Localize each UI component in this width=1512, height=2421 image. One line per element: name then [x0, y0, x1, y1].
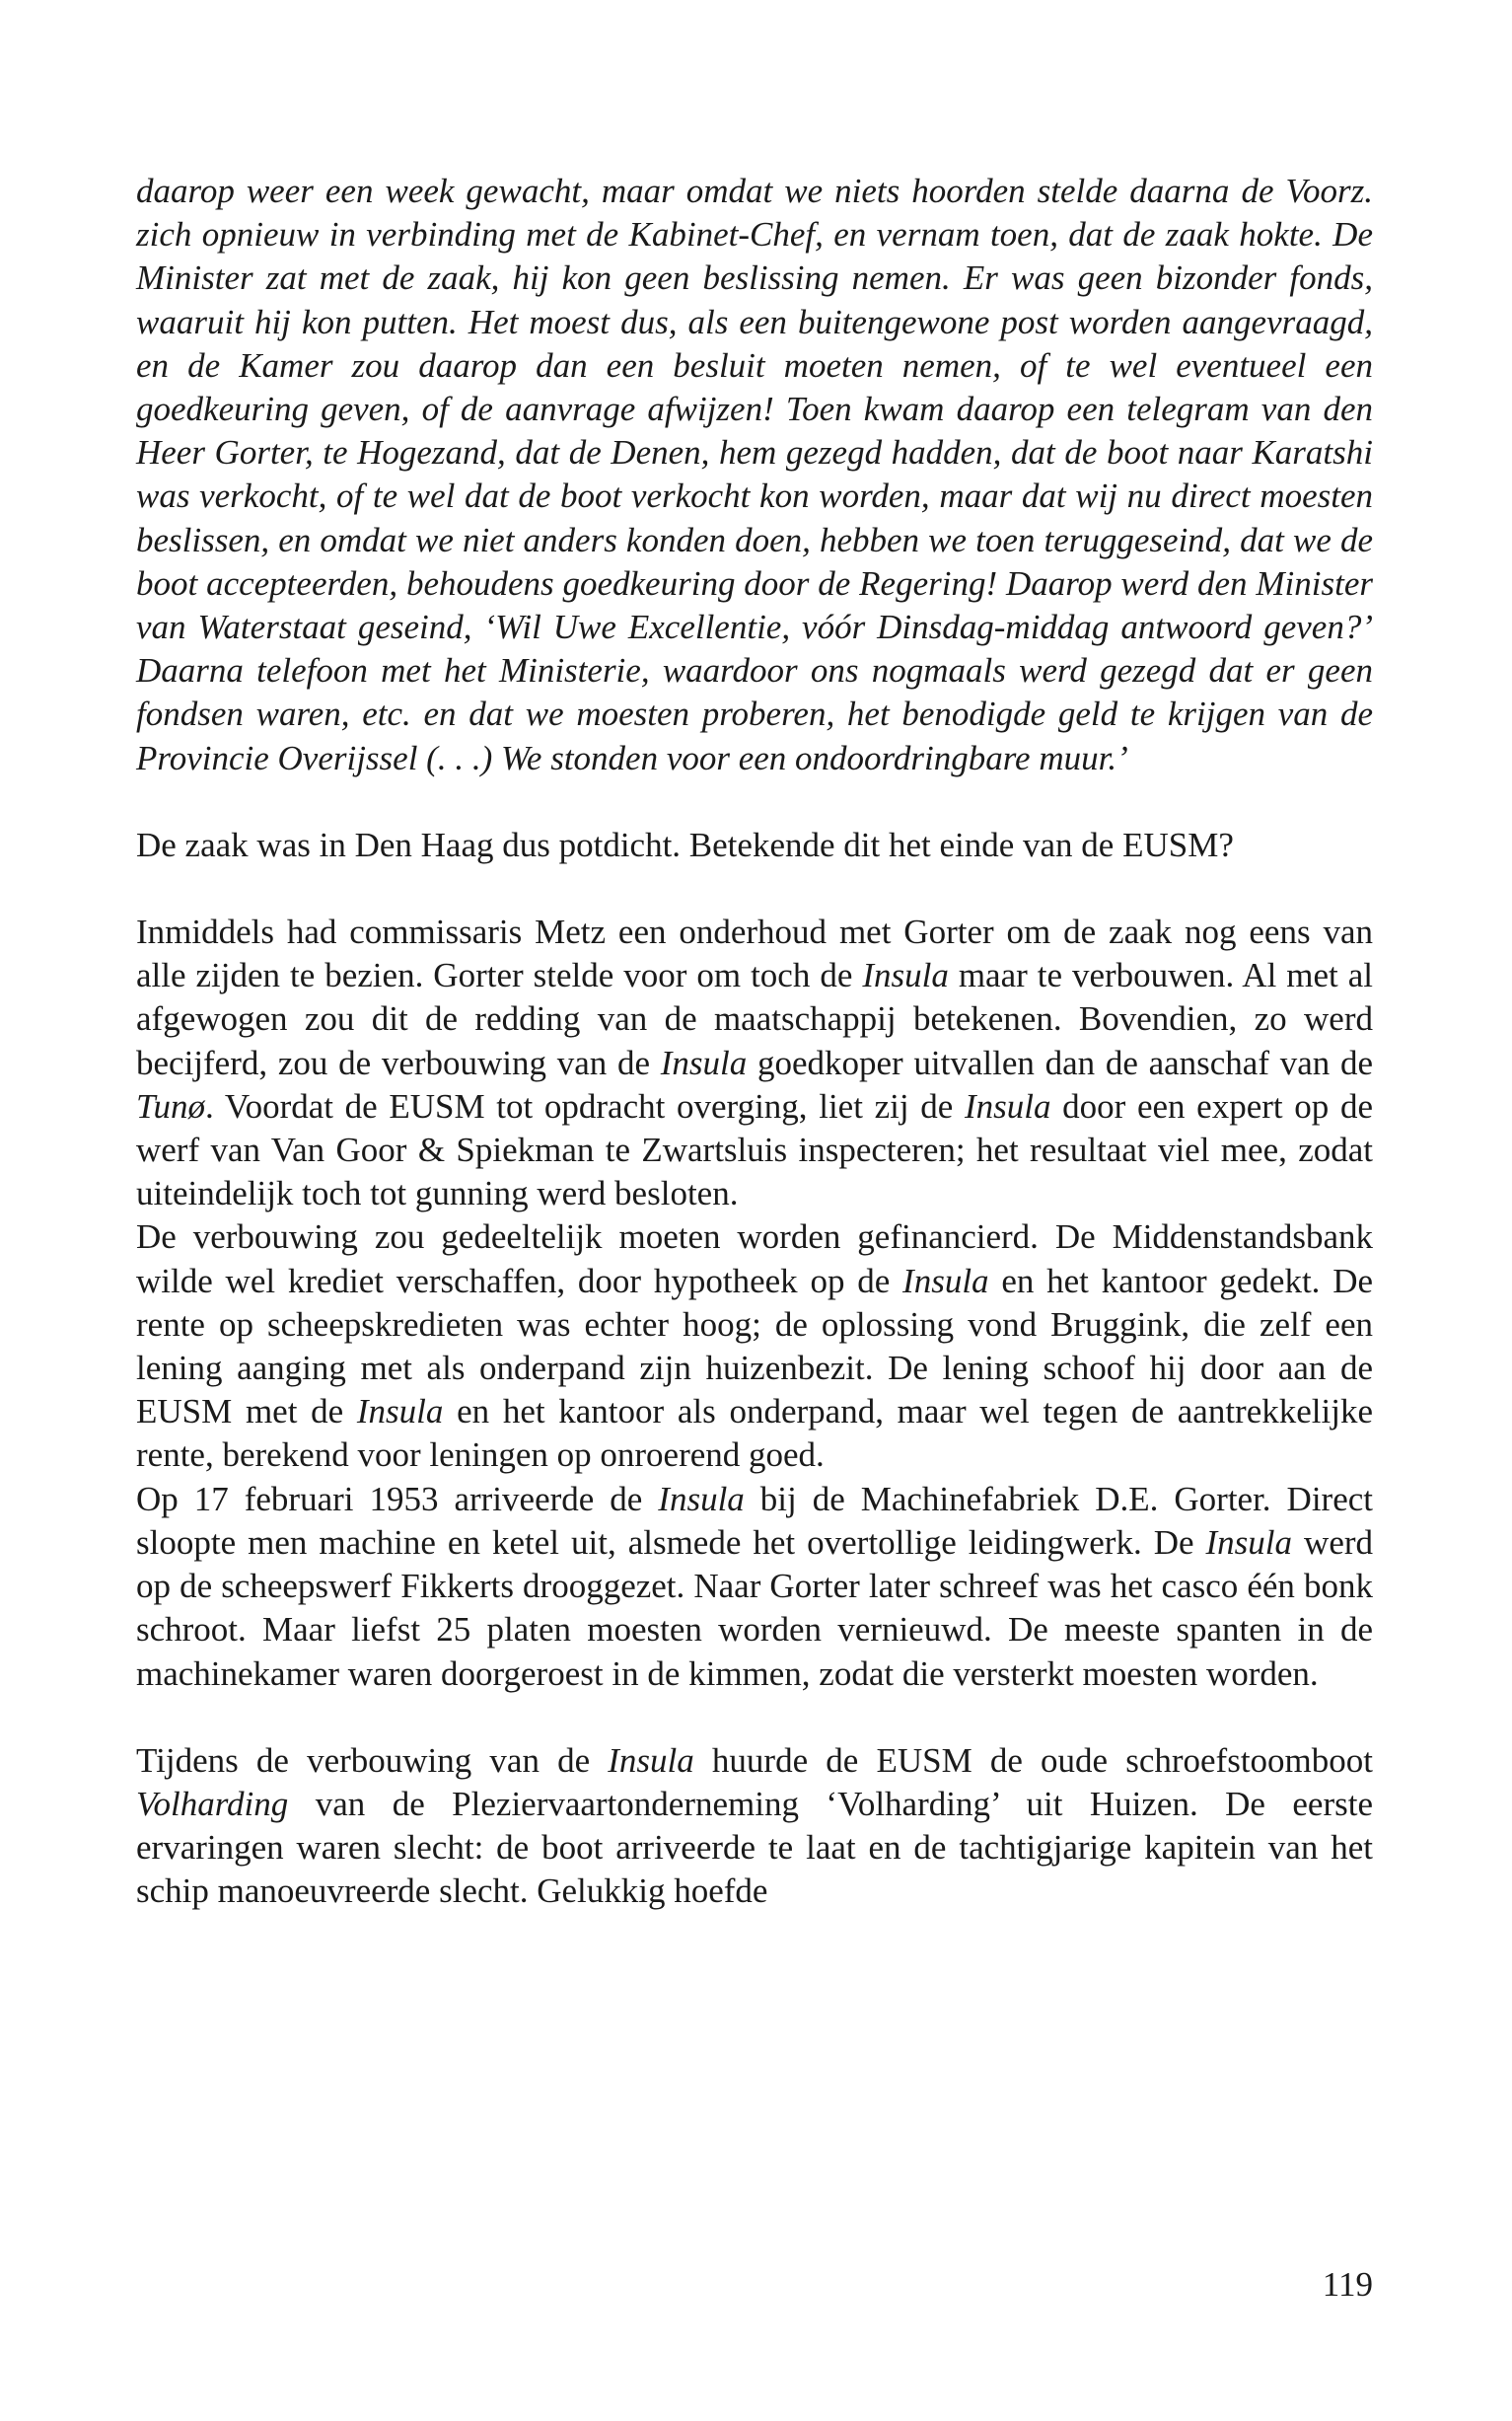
text-run: en het kantoor als onderpand, maar wel tegen de aantrekkelijke rente, berekend voor leningen op onroerend goed.	[136, 1392, 1373, 1475]
ship-name: Insula	[608, 1740, 694, 1780]
paragraph-gap	[136, 1696, 1373, 1739]
ship-name: Volharding	[136, 1784, 289, 1823]
page-number: 119	[1322, 2265, 1373, 2304]
text-run: en het kantoor gedekt. De rente op scheepskredieten was echter hoog; de oplossing vond Bruggink, die zelf een lening aanging met als onderpand zijn huizenbezit. De lening schoof hij door aan de EUSM met de	[136, 1261, 1374, 1431]
ship-name: Insula	[1205, 1522, 1293, 1562]
ship-name: Tunø	[136, 1086, 206, 1126]
ship-name: Insula	[658, 1479, 745, 1518]
paragraph-den-haag: De zaak was in Den Haag dus potdicht. Betekende dit het einde van de EUSM?	[136, 825, 1234, 864]
text-run: door een expert op de werf van Van Goor & Spiekman te Zwartsluis inspecteren; het resultaat viel mee, zodat uiteindelijk toch tot gunning werd besloten.	[136, 1086, 1373, 1213]
text-run: maar te verbouwen. Al met al afgewogen zou dit de redding van de maatschappij betekenen. Bovendien, zo werd becijferd, zou de verbouwing van de	[136, 956, 1373, 1082]
paragraph-volharding	[136, 1739, 1373, 1914]
paragraph-gap	[136, 867, 1373, 911]
text-run: . Voordat de EUSM tot opdracht overging, liet zij de	[205, 1086, 965, 1126]
text-run: De verbouwing zou gedeeltelijk moeten worden gefinancierd. De Middenstandsbank wilde wel krediet verschaffen, door hypotheek op de	[136, 1217, 1373, 1300]
text-run: werd op de scheepswerf Fikkerts drooggezet. Naar Gorter later schreef was het casco één bonk schroot. Maar liefst 25 platen moesten worden vernieuwd. De meeste spanten in de machinekamer waren doorgeroest in de kimmen, zodat die versterkt moesten worden.	[136, 1522, 1374, 1693]
page-body	[136, 170, 1373, 1914]
text-run: bij de Machinefabriek D.E. Gorter. Direct sloopte men machine en ketel uit, alsmede het overtollige leidingwerk. De	[136, 1479, 1373, 1562]
paragraph-gorter-werf	[136, 1478, 1373, 1696]
ship-name: Insula	[660, 1043, 748, 1082]
ship-name: Insula	[862, 956, 949, 995]
text-run: Inmiddels had commissaris Metz een onderhoud met Gorter om de zaak nog eens van alle zijden te bezien. Gorter stelde voor om toch de	[136, 913, 1373, 995]
text-run: huurde de EUSM de oude schroefstoomboot	[693, 1740, 1373, 1780]
ship-name: Insula	[964, 1086, 1051, 1126]
paragraph-metz	[136, 911, 1373, 1215]
text-run: van de Pleziervaartonderneming ‘Volharding’ uit Huizen. De eerste ervaringen waren slecht: de boot arriveerde te laat en de tachtigjarige kapitein van het schip manoeuvreerde slecht. Gelukkig hoefde	[136, 1784, 1373, 1911]
text-run: Op 17 februari 1953 arriveerde de	[136, 1479, 659, 1518]
paragraph-financiering	[136, 1215, 1373, 1477]
text-run: Tijdens de verbouwing van de	[136, 1740, 609, 1780]
ship-name: Insula	[356, 1392, 444, 1431]
text-run: goedkoper uitvallen dan de aanschaf van de	[747, 1043, 1373, 1082]
ship-name: Insula	[902, 1261, 989, 1300]
quoted-passage: daarop weer een week gewacht, maar omdat we niets hoorden stelde daarna de Voorz. zich opnieuw in verbinding met de Kabinet-Chef, en vernam toen, dat de zaak hokte. De Minister zat met de zaak, hij kon geen beslissing nemen. Er was geen bizonder fonds, waaruit hij kon putten. Het moest dus, als een buitengewone post worden aangevraagd, en de Kamer zou daarop dan een besluit moeten nemen, of te wel eventueel een goedkeuring geven, of de aanvrage afwijzen! Toen kwam daarop een telegram van den Heer Gorter, te Hogezand, dat de Denen, hem gezegd hadden, dat de boot naar Karatshi was verkocht, of te wel dat de boot verkocht kon worden, maar dat wij nu direct moesten beslissen, en omdat we niet anders konden doen, hebben we toen teruggeseind, dat we de boot accepteerden, behoudens goedkeuring door de Regering! Daarop werd den Minister van Waterstaat geseind, ‘Wil Uwe Excellentie, vóór Dinsdag-middag antwoord geven?’ Daarna telefoon met het Ministerie, waardoor ons nogmaals werd gezegd dat er geen fondsen waren, etc. en dat we moesten proberen, het benodigde geld te krijgen van de Provincie Overijssel (. . .) We stonden voor een ondoordringbare muur.’	[136, 172, 1373, 777]
